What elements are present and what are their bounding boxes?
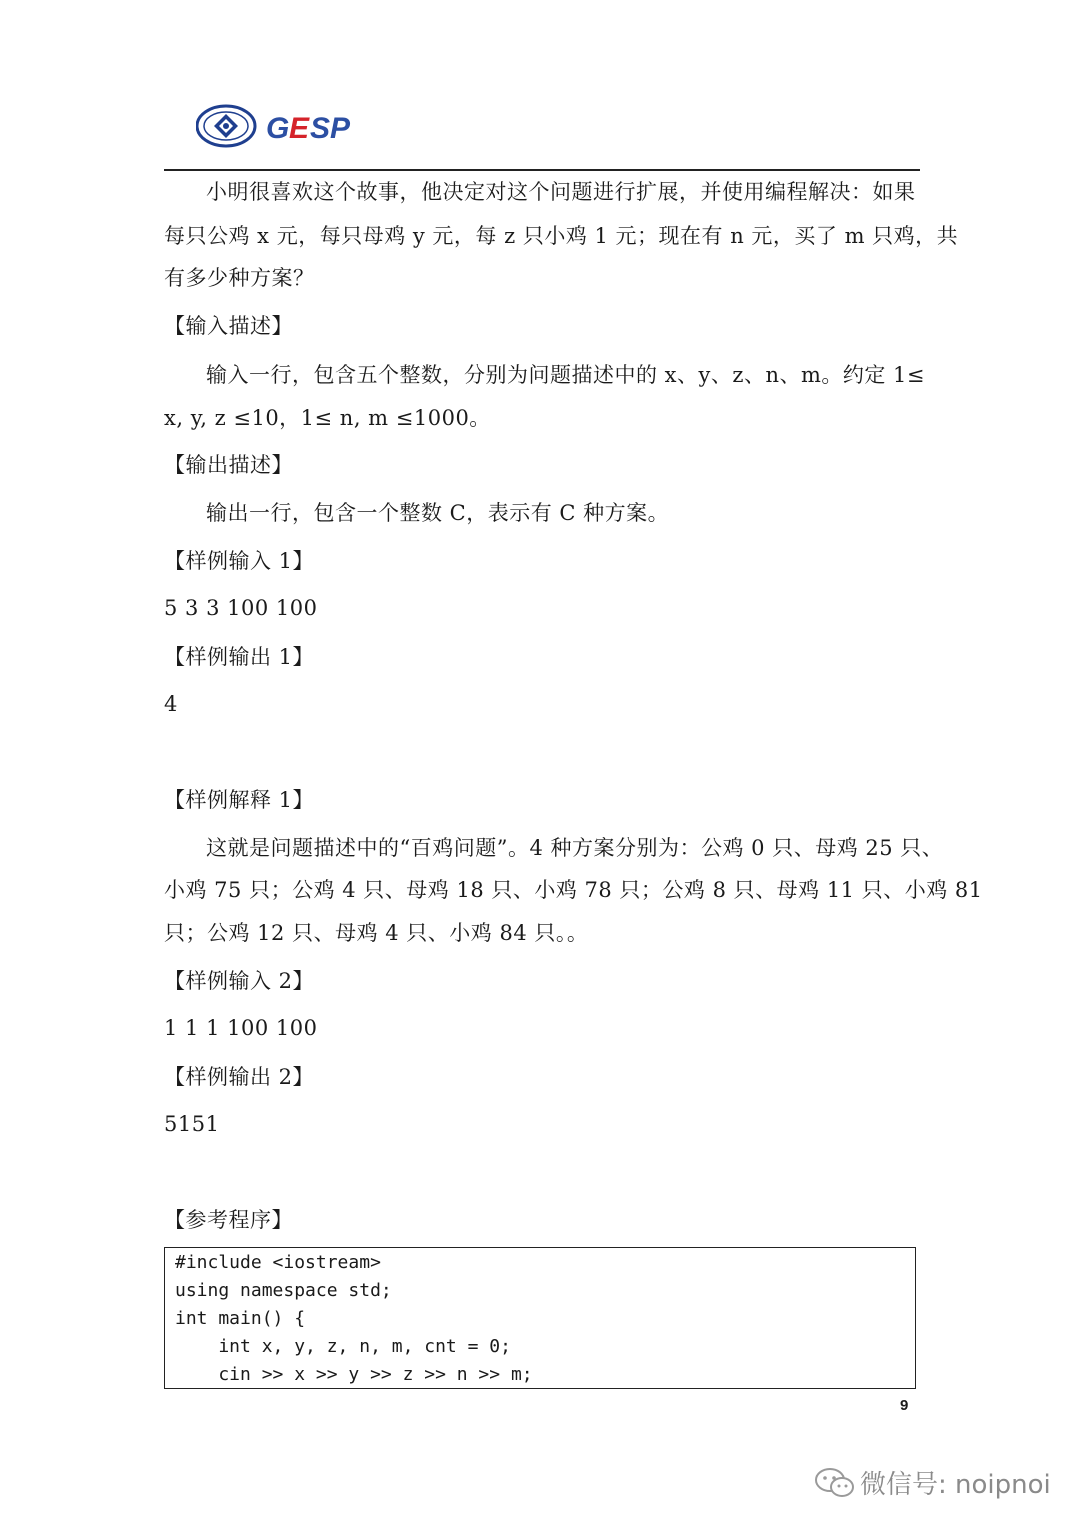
sample-input-2: 1 1 1 100 100 [164, 1016, 318, 1040]
sample-output-2: 5151 [164, 1112, 220, 1136]
sample-input-1: 5 3 3 100 100 [164, 596, 318, 620]
code-line: cin >> x >> y >> z >> n >> m; [175, 1364, 533, 1385]
code-block [164, 1247, 916, 1389]
section-heading-sample-output-1: 【样例输出 1】 [164, 645, 315, 669]
svg-text:G: G [266, 112, 290, 145]
watermark-text: 微信号: noipnoi [860, 1470, 1051, 1500]
code-line: using namespace std; [175, 1280, 392, 1301]
section-heading-output: 【输出描述】 [164, 453, 293, 477]
svg-text:SP: SP [310, 112, 351, 145]
paragraph-line: 输入一行，包含五个整数，分别为问题描述中的 x、y、z、n、m。约定 1≤ [206, 363, 926, 387]
section-heading-sample-output-2: 【样例输出 2】 [164, 1065, 315, 1089]
code-line: int main() { [175, 1308, 306, 1329]
gesp-logo [196, 104, 376, 148]
paragraph-line: 小明很喜欢这个故事，他决定对这个问题进行扩展，并使用编程解决：如果 [206, 180, 916, 204]
section-heading-reference-program: 【参考程序】 [164, 1208, 293, 1232]
header-rule [164, 169, 920, 171]
wechat-watermark [808, 1462, 1068, 1502]
ccf-seal-icon [197, 106, 255, 146]
section-heading-input: 【输入描述】 [164, 314, 293, 338]
paragraph-line: 只；公鸡 12 只、母鸡 4 只、小鸡 84 只。。 [164, 921, 589, 945]
paragraph-line: 小鸡 75 只；公鸡 4 只、母鸡 18 只、小鸡 78 只；公鸡 8 只、母鸡 11 只、小鸡 81 [164, 878, 983, 902]
paragraph-line: 有多少种方案？ [164, 266, 315, 290]
code-line: #include <iostream> [175, 1252, 381, 1273]
section-heading-sample-input-2: 【样例输入 2】 [164, 969, 315, 993]
svg-text:E: E [289, 112, 310, 145]
paragraph-line: 输出一行，包含一个整数 C，表示有 C 种方案。 [206, 501, 670, 525]
paragraph-line: x, y, z ≤10，1≤ n, m ≤1000。 [164, 406, 491, 430]
page-number: 9 [900, 1397, 909, 1414]
paragraph-line: 这就是问题描述中的“百鸡问题”。4 种方案分别为：公鸡 0 只、母鸡 25 只、 [206, 836, 944, 860]
paragraph-line: 每只公鸡 x 元，每只母鸡 y 元，每 z 只小鸡 1 元；现在有 n 元，买了 m 只鸡，共 [164, 224, 959, 248]
code-line: int x, y, z, n, m, cnt = 0; [175, 1336, 511, 1357]
section-heading-sample-explain-1: 【样例解释 1】 [164, 788, 315, 812]
section-heading-sample-input-1: 【样例输入 1】 [164, 549, 315, 573]
sample-output-1: 4 [164, 692, 178, 716]
wechat-icon [814, 1466, 856, 1500]
